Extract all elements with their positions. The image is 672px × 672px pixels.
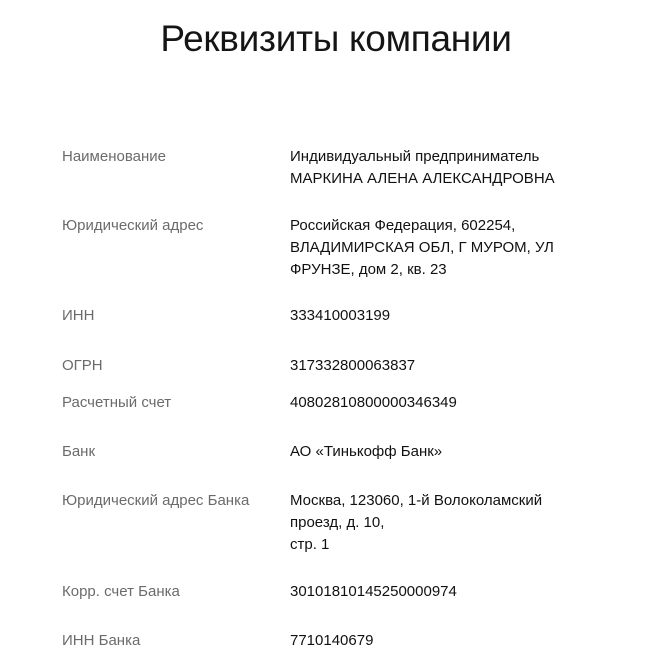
requisite-value [290, 305, 590, 327]
requisite-value [290, 581, 590, 603]
requisite-label: Корр. счет Банка [62, 583, 180, 600]
requisite-label: ИНН Банка [62, 632, 141, 649]
requisite-label: Наименование [62, 148, 166, 165]
requisite-value [290, 392, 590, 414]
value-line: Москва, 123060, 1-й Волоколамский [290, 492, 543, 509]
value-line: стр. 1 [290, 536, 330, 553]
requisite-value [290, 490, 590, 556]
requisite-value [290, 146, 590, 190]
requisite-value [290, 630, 590, 652]
value-line: Индивидуальный предприниматель [290, 148, 540, 165]
page-title: Реквизиты компании [160, 18, 512, 59]
value-line: 30101810145250000974 [290, 583, 457, 600]
value-line: 40802810800000346349 [290, 394, 457, 411]
value-line: ВЛАДИМИРСКАЯ ОБЛ, Г МУРОМ, УЛ [290, 239, 554, 256]
value-line: АО «Тинькофф Банк» [290, 443, 443, 460]
requisite-label: Юридический адрес Банка [62, 492, 250, 509]
value-line: проезд, д. 10, [290, 514, 385, 531]
requisite-label: Банк [62, 443, 96, 460]
requisite-label: Юридический адрес [62, 217, 204, 234]
requisite-value [290, 355, 590, 377]
requisite-value [290, 441, 590, 463]
value-line: 7710140679 [290, 632, 374, 649]
value-line: 317332800063837 [290, 357, 416, 374]
value-line: 333410003199 [290, 307, 391, 324]
value-line: МАРКИНА АЛЕНА АЛЕКСАНДРОВНА [290, 170, 555, 187]
requisite-label: ОГРН [62, 357, 103, 374]
requisite-label: ИНН [62, 307, 95, 324]
value-line: ФРУНЗЕ, дом 2, кв. 23 [290, 261, 447, 278]
value-line: Российская Федерация, 602254, [290, 217, 516, 234]
requisite-label: Расчетный счет [62, 394, 172, 411]
requisite-value [290, 215, 590, 281]
